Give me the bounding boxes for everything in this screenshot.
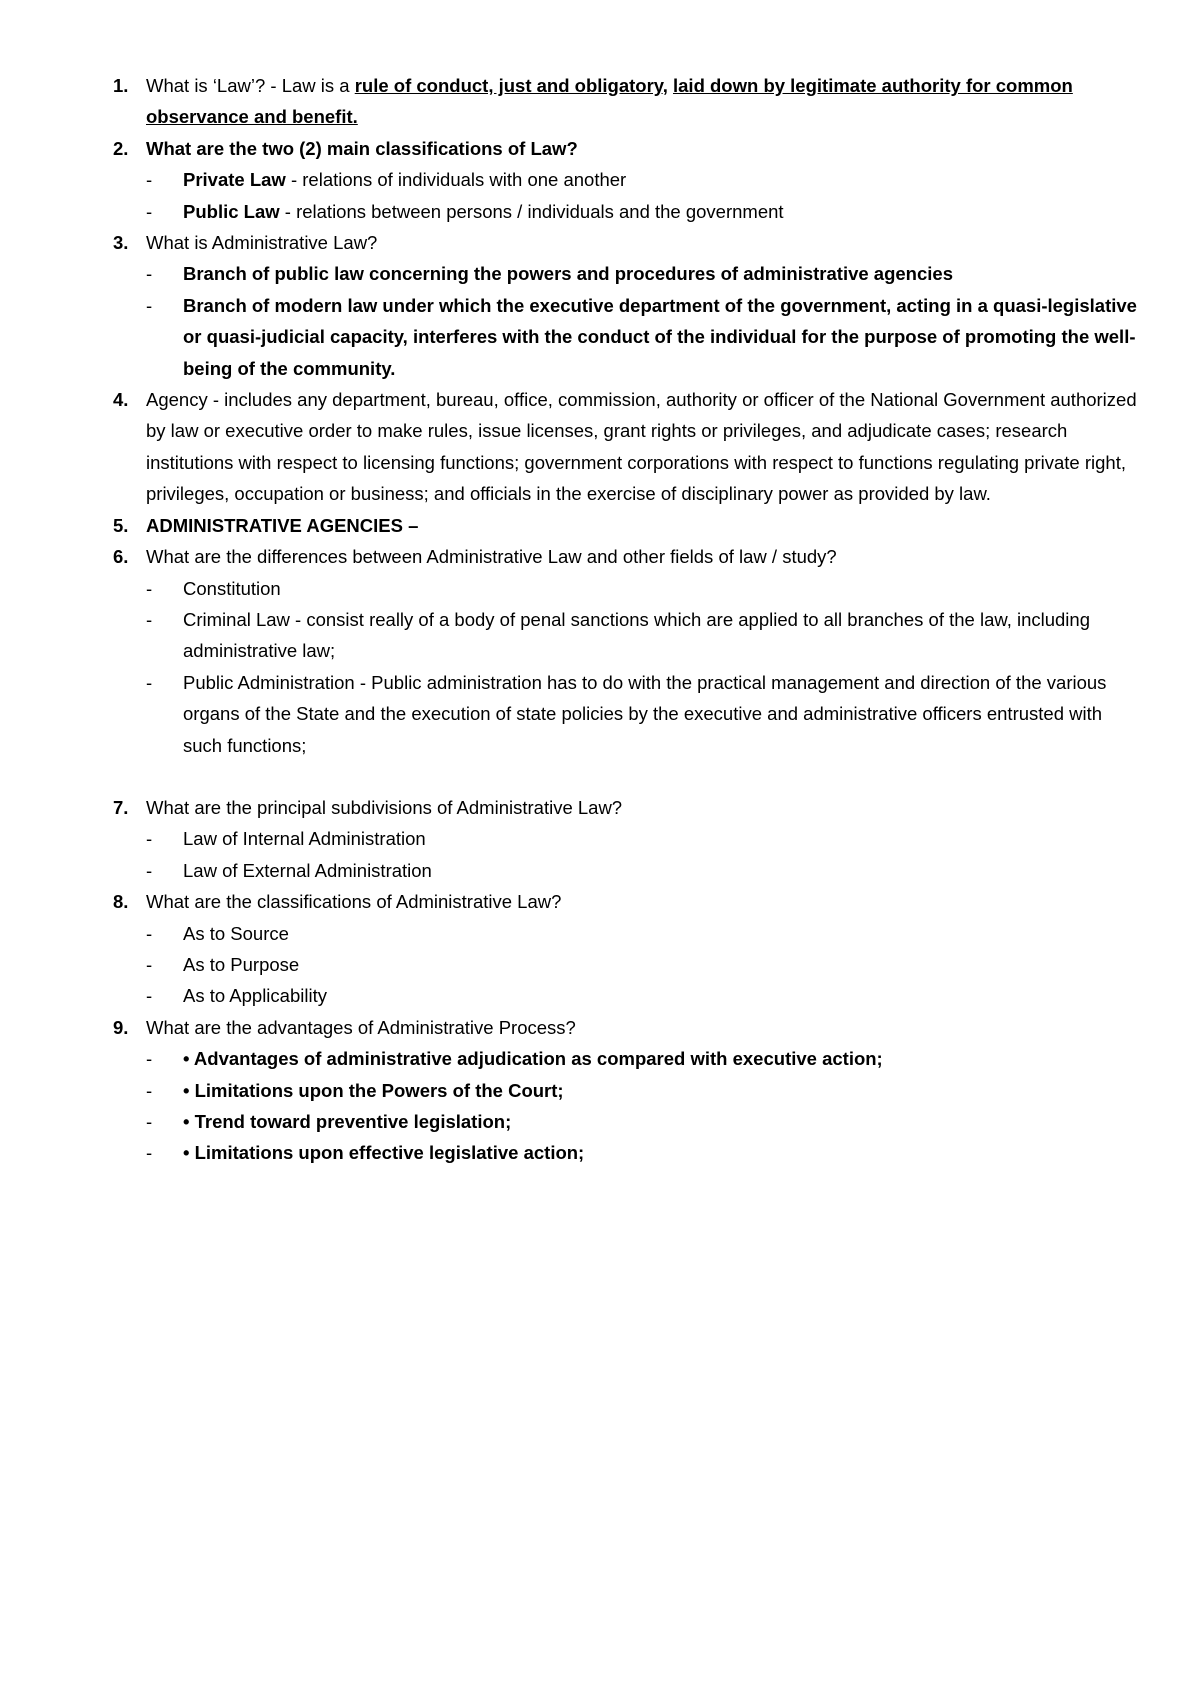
sub-item bbox=[101, 1075, 1141, 1106]
item-number: 9. bbox=[113, 1016, 129, 1038]
sub-item-text: Law of Internal Administration bbox=[183, 828, 426, 850]
item-number: 4. bbox=[113, 389, 129, 411]
sub-item bbox=[101, 164, 1141, 195]
sub-item-text: • Limitations upon the Powers of the Court; bbox=[183, 1079, 564, 1101]
list-item-8 bbox=[101, 886, 1141, 917]
law-definition-part-2: laid down by legitimate authority for common observance and benefit. bbox=[146, 75, 1073, 128]
dash-marker: - bbox=[146, 671, 153, 693]
sub-item bbox=[101, 1137, 1141, 1168]
sub-item bbox=[101, 667, 1141, 761]
question-text: What are the differences between Administrative Law and other fields of law / study? bbox=[146, 546, 837, 568]
dash-marker: - bbox=[146, 953, 153, 975]
list-item-5 bbox=[101, 510, 1141, 541]
item-number: 2. bbox=[113, 137, 129, 159]
question-text: What is Administrative Law? bbox=[146, 232, 378, 254]
dash-marker: - bbox=[146, 1048, 153, 1070]
sub-item-text: Public Administration - Public administration has to do with the practical management and direction of the various organs of the State and the execution of state policies by the executive and administrative officers entrusted with such functions; bbox=[183, 671, 1107, 756]
term: Private Law bbox=[183, 169, 286, 191]
dash-marker: - bbox=[146, 263, 153, 285]
list-item-7 bbox=[101, 792, 1141, 823]
item-number: 1. bbox=[113, 75, 129, 96]
sub-item bbox=[101, 290, 1141, 384]
sub-item-text: As to Source bbox=[183, 922, 289, 944]
question-text: What are the two (2) main classifications of Law? bbox=[146, 137, 578, 159]
sub-item-text: As to Purpose bbox=[183, 953, 300, 975]
term-description: - relations between persons / individuals and the government bbox=[279, 200, 784, 222]
sub-item-text: As to Applicability bbox=[183, 985, 327, 1007]
dash-marker: - bbox=[146, 828, 153, 850]
item-text: Agency - includes any department, bureau, office, commission, authority or officer of the National Government authorized by law or executive order to make rules, issue licenses, grant rights or privileges, and adjudicate cases; research institutions with respect to licensing functions; government corporations with respect to functions regulating private right, privileges, occupation or business; and officials in the exercise of disciplinary power as provided by law. bbox=[146, 389, 1137, 505]
sub-item-text: Criminal Law - consist really of a body of penal sanctions which are applied to all branches of the law, including administrative law; bbox=[183, 608, 1090, 662]
dash-marker: - bbox=[146, 294, 153, 316]
sub-item bbox=[101, 258, 1141, 289]
sub-item bbox=[101, 604, 1141, 667]
sub-item bbox=[101, 196, 1141, 227]
dash-marker: - bbox=[146, 200, 153, 222]
numbered-list bbox=[101, 70, 1141, 1169]
sub-item-text: Branch of public law concerning the powers and procedures of administrative agencies bbox=[183, 263, 953, 285]
sub-item-text: • Advantages of administrative adjudication as compared with executive action; bbox=[183, 1048, 883, 1070]
item-number: 7. bbox=[113, 796, 129, 818]
comma: , bbox=[662, 75, 673, 96]
sub-item-text: • Limitations upon effective legislative action; bbox=[183, 1142, 585, 1164]
question-text: What are the advantages of Administrative Process? bbox=[146, 1016, 576, 1038]
list-item-6 bbox=[101, 541, 1141, 572]
dash-marker: - bbox=[146, 1142, 153, 1164]
term-description: - relations of individuals with one another bbox=[285, 169, 627, 191]
dash-marker: - bbox=[146, 922, 153, 944]
item-number: 5. bbox=[113, 514, 129, 536]
sub-item bbox=[101, 949, 1141, 980]
sub-item bbox=[101, 823, 1141, 854]
sub-item-text: Law of External Administration bbox=[183, 859, 432, 881]
term: Public Law bbox=[183, 200, 280, 222]
dash-marker: - bbox=[146, 859, 153, 881]
dash-marker: - bbox=[146, 1111, 153, 1132]
dash-marker: - bbox=[146, 1079, 153, 1101]
item-number: 8. bbox=[113, 891, 129, 913]
law-definition-part-1: rule of conduct, just and obligatory bbox=[354, 75, 663, 96]
item-number: 3. bbox=[113, 232, 129, 254]
dash-marker: - bbox=[146, 985, 153, 1007]
dash-marker: - bbox=[146, 608, 153, 630]
list-item-3 bbox=[101, 227, 1141, 258]
question-text: What are the classifications of Administrative Law? bbox=[146, 891, 562, 913]
list-item-4 bbox=[101, 384, 1141, 510]
list-item-2 bbox=[101, 133, 1141, 164]
sub-item bbox=[101, 980, 1141, 1011]
item-text: ADMINISTRATIVE AGENCIES – bbox=[146, 514, 419, 536]
question-text: What are the principal subdivisions of Administrative Law? bbox=[146, 796, 623, 818]
sub-item-text: • Trend toward preventive legislation; bbox=[183, 1111, 512, 1132]
dash-marker: - bbox=[146, 169, 153, 191]
sub-item bbox=[101, 855, 1141, 886]
question-text: What is ‘Law’? - Law is a bbox=[146, 75, 355, 96]
sub-item bbox=[101, 1106, 1141, 1137]
dash-marker: - bbox=[146, 577, 153, 599]
list-item-1 bbox=[101, 70, 1141, 133]
sub-item bbox=[101, 573, 1141, 604]
list-item-9 bbox=[101, 1012, 1141, 1043]
sub-item-text: Branch of modern law under which the executive department of the government, acting in a quasi-legislative or quasi-judicial capacity, interferes with the conduct of the individual for the purpose of promoting the well-being of the community. bbox=[183, 294, 1137, 379]
sub-item-text: Constitution bbox=[183, 577, 281, 599]
blank-line bbox=[101, 761, 1141, 792]
item-number: 6. bbox=[113, 546, 129, 568]
sub-item bbox=[101, 918, 1141, 949]
sub-item bbox=[101, 1043, 1141, 1074]
